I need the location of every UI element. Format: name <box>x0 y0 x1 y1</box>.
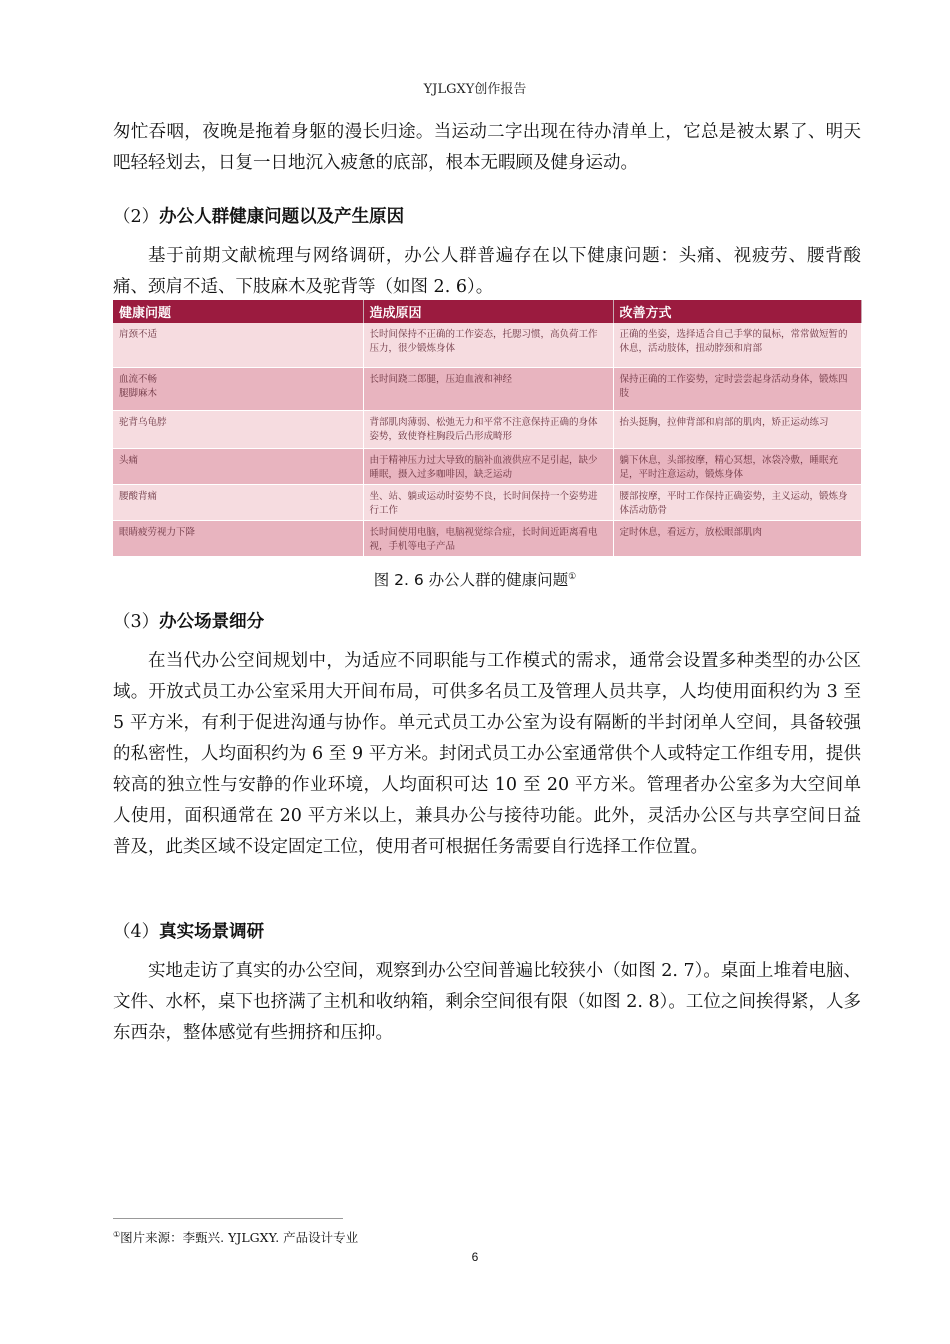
table-header-row <box>113 300 861 323</box>
table-header-improvement: 改善方式 <box>613 300 861 323</box>
table-cell: 抬头挺胸，拉伸背部和肩部的肌肉，矫正运动练习 <box>613 410 861 448</box>
page-number: 6 <box>471 1250 479 1264</box>
table-cell: 眼睛疲劳视力下降 <box>113 520 363 556</box>
footnote <box>113 1228 358 1246</box>
section-2-number: （2） <box>113 207 160 227</box>
section-3-number: （3） <box>113 612 160 632</box>
table-cell: 背部肌肉薄弱、松弛无力和平常不注意保持正确的身体姿势，致使脊柱胸段后凸形成畸形 <box>363 410 613 448</box>
footnote-marker: ① <box>568 571 577 582</box>
table-cell: 腰部按摩，平时工作保持正确姿势，主义运动，锻炼身体活动筋骨 <box>613 484 861 520</box>
table-cell: 腰酸背痛 <box>113 484 363 520</box>
section-3-paragraph: 在当代办公空间规划中，为适应不同职能与工作模式的需求，通常会设置多种类型的办公区域。开放式员工办公室采用大开间布局，可供多名员工及管理人员共享，人均使用面积约为 3 至 5 平方米，有利于促进沟通与协作。单元式员工办公室为设有隔断的半封闭单人空间，具备较强的私密性，人均面积约为 6 至 9 平方米。封闭式员工办公室通常供个人或特定工作组专用，提供较高的独立性与安静的作业环境，人均面积可达 10 至 20 平方米。管理者办公室多为大空间单人使用，面积通常在 20 平方米以上，兼具办公与接待功能。此外，灵活办公区与共享空间日益普及，此类区域不设定固定工位，使用者可根据任务需要自行选择工作位置。 <box>113 651 861 857</box>
section-3-heading <box>113 608 264 633</box>
table-row <box>113 520 861 556</box>
section-4-title: 真实场景调研 <box>159 922 265 942</box>
table-cell: 头痛 <box>113 448 363 484</box>
table-row <box>113 323 861 367</box>
table-row <box>113 484 861 520</box>
table-cell: 正确的坐姿，选择适合自己手掌的鼠标，常常做短暂的休息，活动肢体，扭动脖颈和肩部 <box>613 323 861 367</box>
figure-caption <box>0 568 950 590</box>
footnote-mark: ① <box>113 1229 121 1239</box>
table-cell: 长时间跷二郎腿，压迫血液和神经 <box>363 367 613 410</box>
table-cell: 坐、站、躺或运动时姿势不良，长时间保持一个姿势进行工作 <box>363 484 613 520</box>
section-3-title: 办公场景细分 <box>159 612 265 632</box>
footnote-divider <box>113 1218 343 1219</box>
section-2-paragraph: 基于前期文献梳理与网络调研，办公人群普遍存在以下健康问题：头痛、视疲劳、腰背酸痛、颈肩不适、下肢麻木及驼背等（如图 2. 6）。 <box>113 246 861 297</box>
table-row <box>113 367 861 410</box>
section-2-title: 办公人群健康问题以及产生原因 <box>159 207 405 227</box>
table-row <box>113 448 861 484</box>
section-4-number: （4） <box>113 922 160 942</box>
table-row <box>113 410 861 448</box>
table-cell: 定时休息，看远方，放松眼部肌肉 <box>613 520 861 556</box>
table-cell: 躺下休息，头部按摩，精心冥想，冰袋冷敷，睡眠充足，平时注意运动，锻炼身体 <box>613 448 861 484</box>
health-problems-table <box>113 300 862 557</box>
footnote-text: 图片来源：李甄兴. YJLGXY. 产品设计专业 <box>120 1230 359 1245</box>
section-4-paragraph: 实地走访了真实的办公空间，观察到办公空间普遍比较狭小（如图 2. 7）。桌面上堆着电脑、文件、水杯，桌下也挤满了主机和收纳箱，剩余空间很有限（如图 2. 8）。工位之间挨得紧，人多东西杂，整体感觉有些拥挤和压抑。 <box>113 961 861 1043</box>
table-header-cause: 造成原因 <box>363 300 613 323</box>
table-cell: 保持正确的工作姿势，定时尝尝起身活动身体，锻炼四肢 <box>613 367 861 410</box>
table-cell: 长时间使用电脑，电脑视觉综合症，长时间近距离看电视，手机等电子产品 <box>363 520 613 556</box>
table-cell: 驼背乌龟脖 <box>113 410 363 448</box>
table-cell: 由于精神压力过大导致的脑补血液供应不足引起，缺少睡眠，摄入过多咖啡因，缺乏运动 <box>363 448 613 484</box>
figure-caption-text: 图 2. 6 办公人群的健康问题 <box>373 571 569 589</box>
page-header: YJLGXY创作报告 <box>423 82 527 97</box>
section-4-heading <box>113 918 264 943</box>
section-2-heading <box>113 203 404 228</box>
table-cell: 血流不畅 腿脚麻木 <box>113 367 363 410</box>
table-cell: 长时间保持不正确的工作姿态，托腮习惯，高负荷工作压力，很少锻炼身体 <box>363 323 613 367</box>
intro-paragraph: 匆忙吞咽，夜晚是拖着身躯的漫长归途。当运动二字出现在待办清单上，它总是被太累了、明天吧轻轻划去，日复一日地沉入疲惫的底部，根本无暇顾及健身运动。 <box>113 122 861 173</box>
table-header-problem: 健康问题 <box>113 300 363 323</box>
table-cell: 肩颈不适 <box>113 323 363 367</box>
